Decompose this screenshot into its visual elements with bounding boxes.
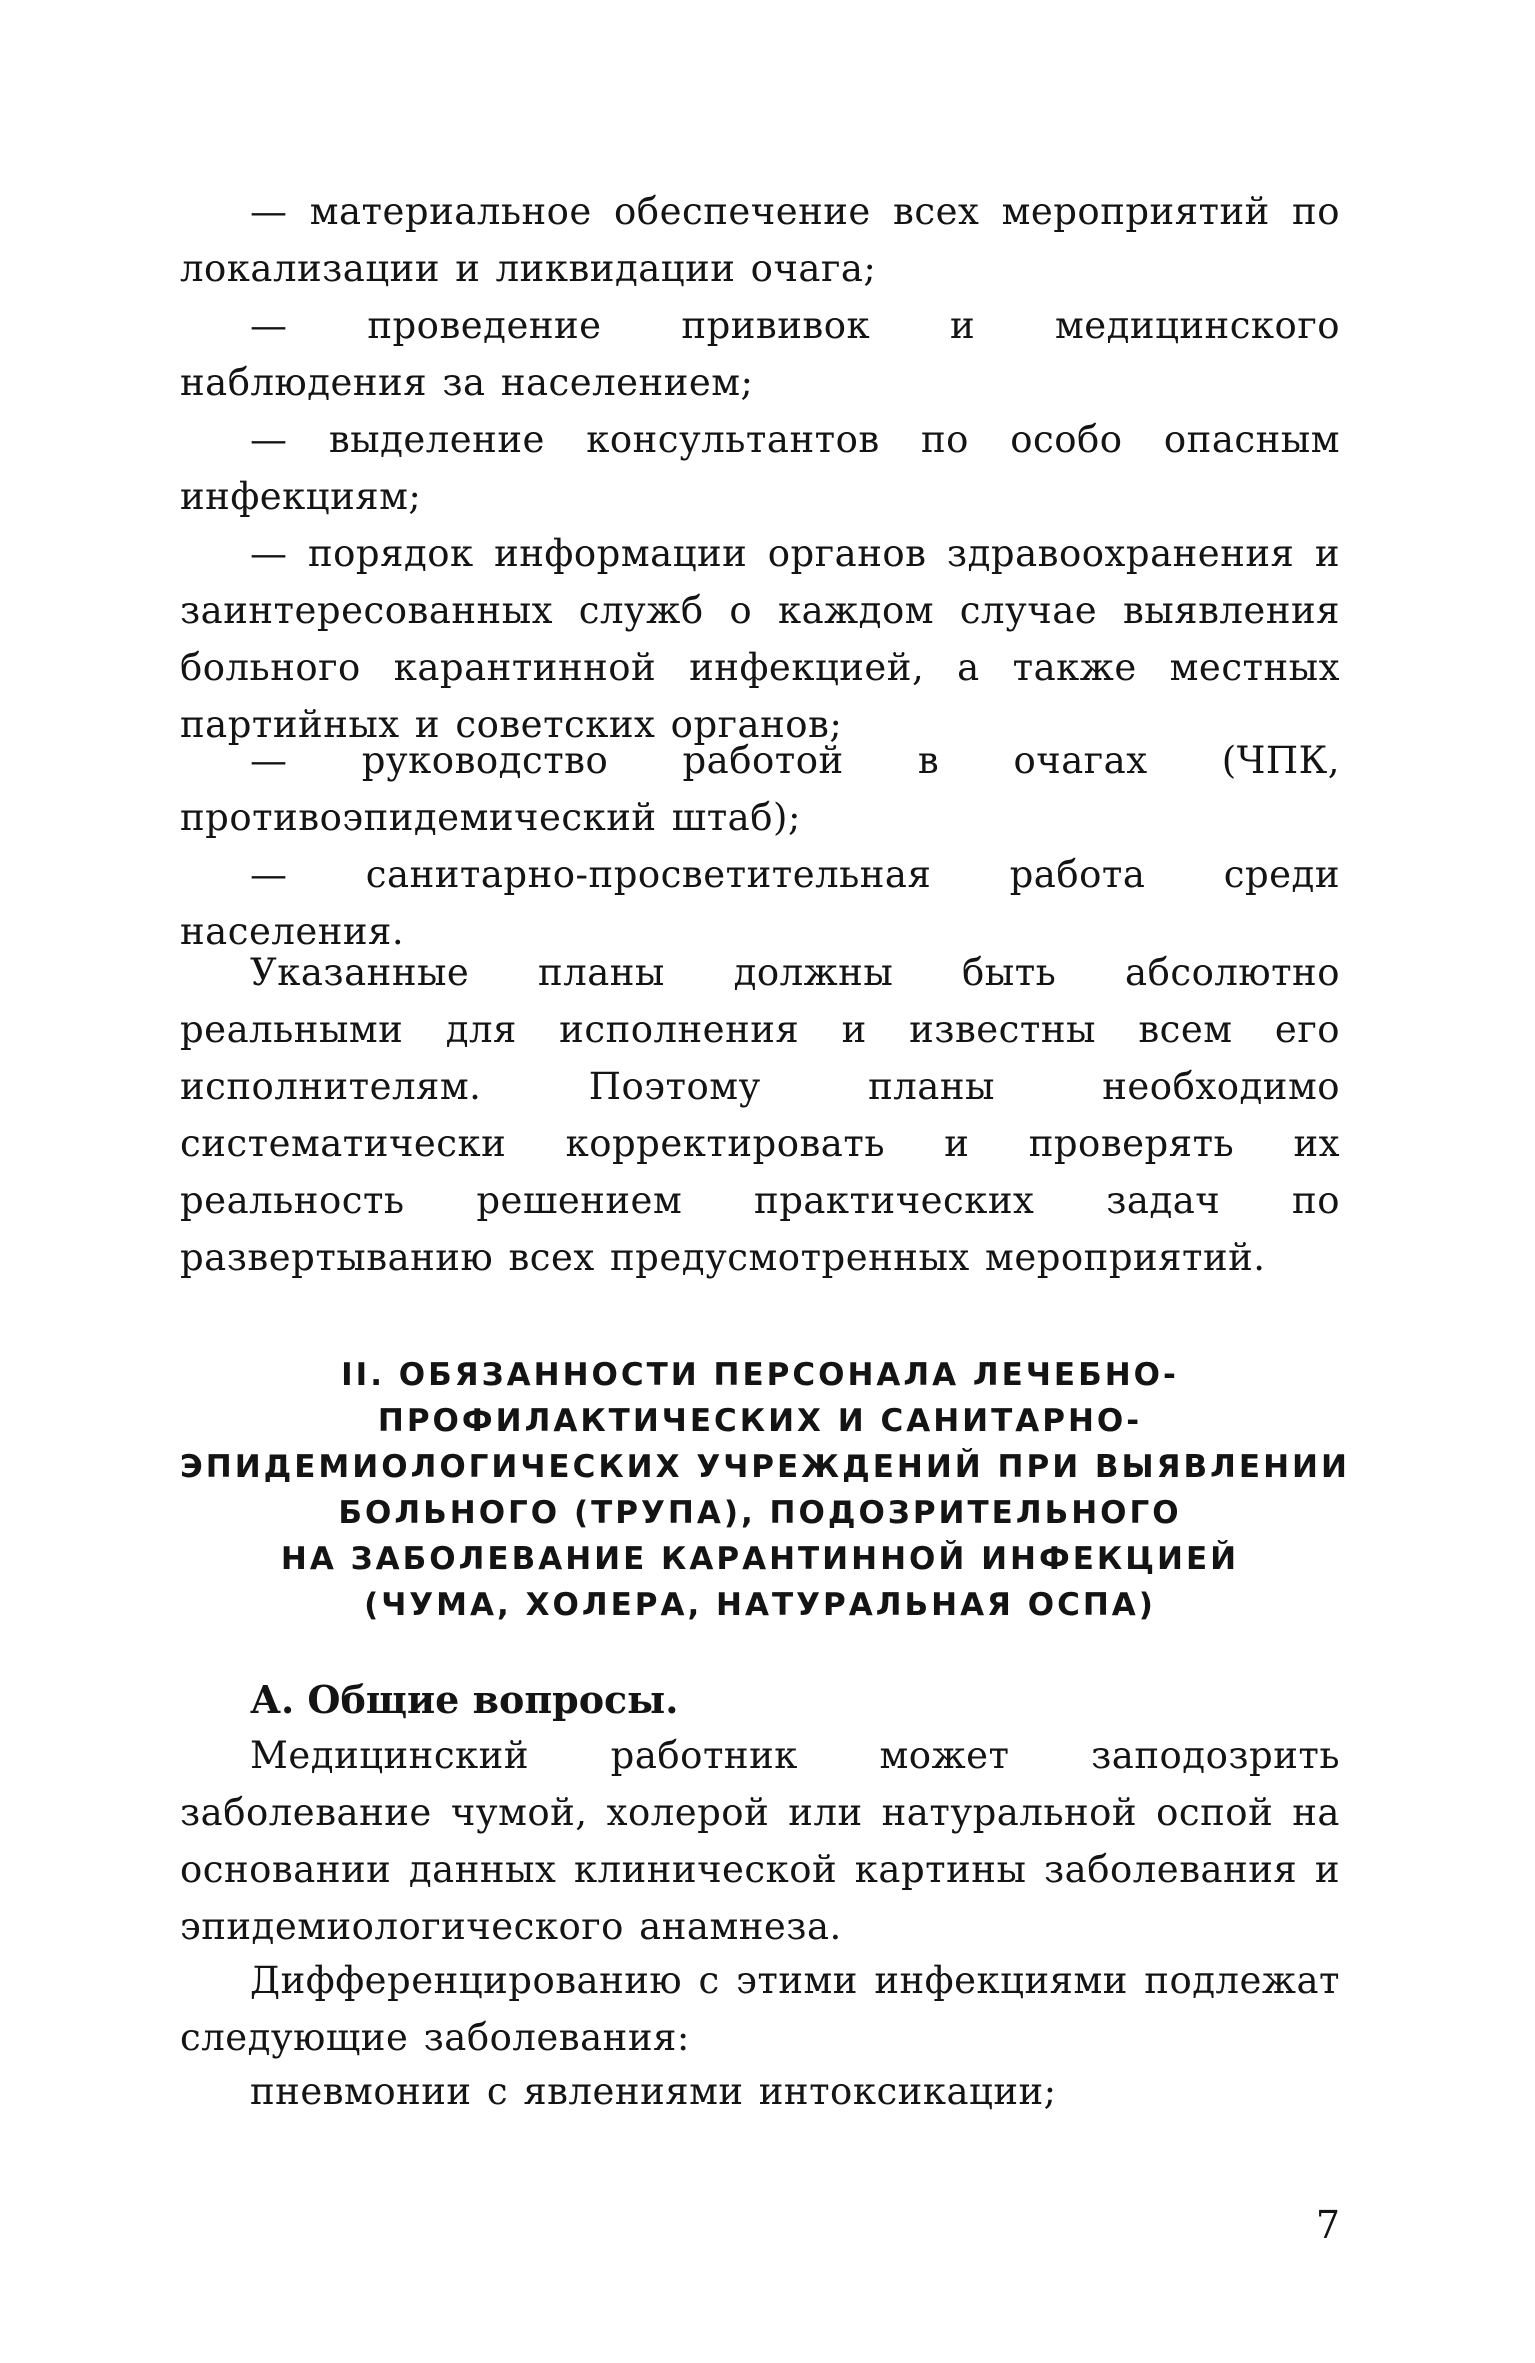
paragraph-vaccination: — проведение прививок и медицинского наблюдения за населением; (180, 304, 1340, 404)
section-heading-line: ЭПИДЕМИОЛОГИЧЕСКИХ УЧРЕЖДЕНИЙ ПРИ ВЫЯВЛЕНИИ (180, 1449, 1350, 1485)
paragraph-plans-reality: Указанные планы должны быть абсолютно реальными для исполнения и известны всем его исполнителям. Поэтому планы необходимо систематически корректировать и проверять их реальность решением практических задач по развертыванию всех предусмотренных мероприятий. (180, 951, 1340, 1279)
subsection-heading: А. Общие вопросы. (250, 1677, 679, 1722)
paragraph-consultants: — выделение консультантов по особо опасным инфекциям; (180, 418, 1340, 518)
paragraph-information-procedure: — порядок информации органов здравоохранения и заинтересованных служб о каждом случае выявления больного карантинной инфекцией, а также местных партийных и советских органов; (180, 532, 1340, 746)
paragraph-suspicion: Медицинский работник может заподозрить заболевание чумой, холерой или натуральной оспой на основании данных клинической картины заболевания и эпидемиологического анамнеза. (180, 1734, 1340, 1948)
paragraph-health-education: — санитарно-просветительная работа среди населения. (180, 853, 1340, 953)
page-number: 7 (1315, 2203, 1340, 2247)
section-heading (180, 1352, 1350, 1628)
paragraph-outbreak-management: — руководство работой в очагах (ЧПК, противоэпидемический штаб); (180, 739, 1340, 839)
section-heading-line: ПРОФИЛАКТИЧЕСКИХ И САНИТАРНО- (377, 1403, 1143, 1439)
paragraph-material-support: — материальное обеспечение всех мероприятий по локализации и ликвидации очага; (180, 190, 1340, 290)
section-heading-line: НА ЗАБОЛЕВАНИЕ КАРАНТИННОЙ ИНФЕКЦИЕЙ (280, 1541, 1240, 1577)
section-heading-line: II. ОБЯЗАННОСТИ ПЕРСОНАЛА ЛЕЧЕБНО- (341, 1357, 1179, 1393)
list-item-pneumonia: пневмонии с явлениями интоксикации; (250, 2070, 1057, 2113)
paragraph-differentiation: Дифференцированию с этими инфекциями подлежат следующие заболевания: (180, 1959, 1340, 2059)
section-heading-line: (ЧУМА, ХОЛЕРА, НАТУРАЛЬНАЯ ОСПА) (364, 1587, 1156, 1623)
section-heading-line: БОЛЬНОГО (ТРУПА), ПОДОЗРИТЕЛЬНОГО (338, 1495, 1182, 1531)
